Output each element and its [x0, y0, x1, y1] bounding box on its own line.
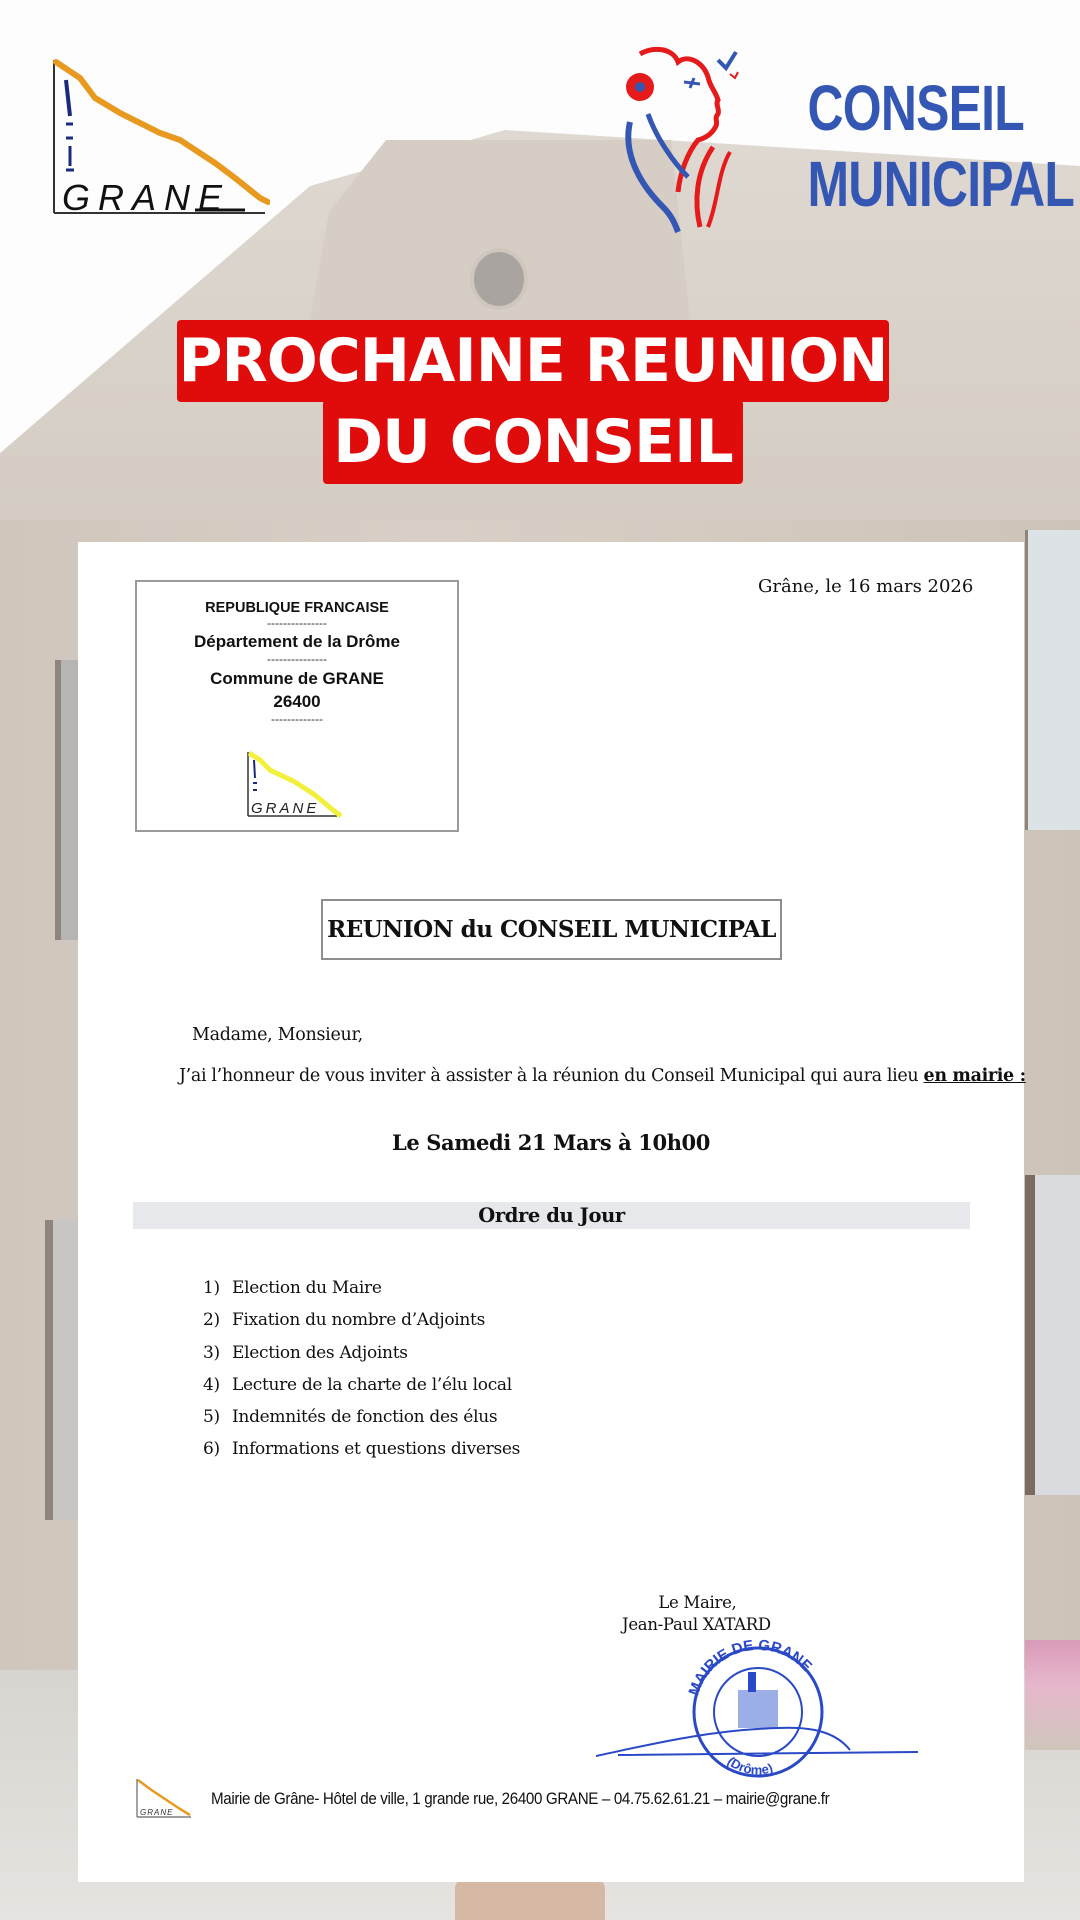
departement-label: Département de la Drôme — [194, 632, 400, 651]
agenda-item-label: Lecture de la charte de l’élu local — [232, 1374, 512, 1395]
svg-text:GRANE: GRANE — [62, 177, 231, 218]
document-date: Grâne, le 16 mars 2026 — [758, 576, 974, 597]
title-line-1: CONSEIL — [807, 72, 1024, 144]
marianne-icon — [618, 42, 758, 237]
municipality-header-box — [135, 580, 459, 832]
flower-box — [1025, 1640, 1080, 1750]
agenda-item-number: 6) — [203, 1439, 220, 1460]
building-window — [1025, 1175, 1080, 1495]
grane-logo-icon — [245, 750, 345, 822]
agenda-item-number: 5) — [203, 1407, 220, 1428]
svg-text:GRANE: GRANE — [140, 1808, 174, 1817]
republique-label: REPUBLIQUE FRANCAISE — [205, 600, 389, 616]
building-window — [55, 660, 79, 940]
svg-text:GRANE: GRANE — [251, 800, 320, 817]
conseil-municipal-title — [807, 70, 1075, 222]
agenda-item-number: 1) — [203, 1278, 220, 1298]
convocation-document — [78, 542, 1024, 1882]
banner-line-2: DU CONSEIL — [323, 400, 743, 484]
agenda-item-label: Election des Adjoints — [232, 1342, 408, 1363]
separator: --------------- — [267, 652, 327, 666]
agenda-item — [203, 1433, 520, 1465]
separator: --------------- — [267, 616, 327, 630]
document-title: REUNION du CONSEIL MUNICIPAL — [321, 899, 782, 960]
commune-label: Commune de GRANE — [210, 669, 384, 688]
agenda-item-label: Election du Maire — [232, 1278, 382, 1298]
agenda-item — [203, 1401, 520, 1433]
flower-pot — [455, 1880, 605, 1920]
agenda-list — [203, 1272, 520, 1466]
agenda-item — [203, 1337, 520, 1369]
agenda-item — [203, 1369, 520, 1401]
signatory-name: Jean-Paul XATARD — [622, 1615, 771, 1634]
agenda-item-label: Fixation du nombre d’Adjoints — [232, 1310, 486, 1331]
svg-text:(Drôme): (Drôme) — [724, 1753, 775, 1778]
agenda-title: Ordre du Jour — [133, 1202, 970, 1229]
building-window — [45, 1220, 80, 1520]
agenda-item-number: 4) — [203, 1374, 220, 1395]
building-window — [1025, 530, 1080, 830]
agenda-item-number: 3) — [203, 1342, 220, 1363]
postal-code: 26400 — [273, 692, 321, 711]
agenda-item-number: 2) — [203, 1310, 220, 1331]
invitation-text — [179, 1066, 1026, 1086]
banner-line-1: PROCHAINE REUNION — [177, 320, 889, 402]
meeting-datetime: Le Samedi 21 Mars à 10h00 — [392, 1130, 710, 1155]
footer-contact: Mairie de Grâne- Hôtel de ville, 1 grande rue, 26400 GRANE – 04.75.62.61.21 – mairie@grane.fr — [211, 1789, 830, 1808]
agenda-item — [203, 1304, 520, 1336]
agenda-item — [203, 1272, 520, 1304]
building-oculus-window — [470, 248, 528, 310]
salutation: Madame, Monsieur, — [192, 1025, 363, 1045]
document-footer — [135, 1777, 955, 1821]
grane-logo-icon — [50, 58, 270, 228]
title-line-2: MUNICIPAL — [807, 148, 1075, 220]
agenda-item-label: Informations et questions diverses — [232, 1439, 521, 1460]
grane-logo-icon — [135, 1777, 193, 1821]
agenda-item-label: Indemnités de fonction des élus — [232, 1407, 498, 1428]
svg-text:MAIRIE DE GRANE: MAIRIE DE GRANE — [685, 1636, 816, 1698]
invitation-place: en mairie : — [923, 1066, 1026, 1086]
signatory-role: Le Maire, — [658, 1593, 737, 1612]
separator: ------------- — [271, 712, 323, 726]
invitation-body: J’ai l’honneur de vous inviter à assister à la réunion du Conseil Municipal qui aura lieu — [179, 1066, 924, 1086]
mairie-stamp-icon — [588, 1620, 928, 1780]
